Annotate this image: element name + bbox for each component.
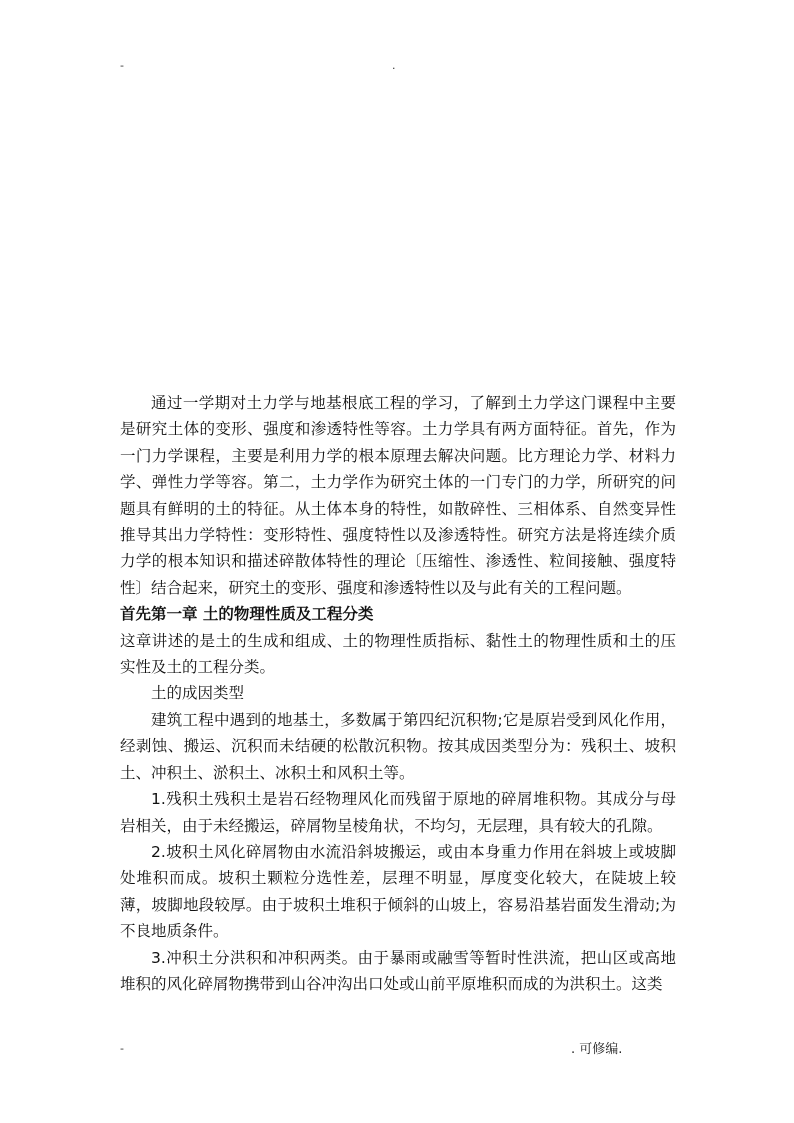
footer-editable-note: . 可修编.	[571, 1042, 623, 1057]
document-body	[120, 390, 676, 997]
intro-paragraph: 通过一学期对土力学与地基根底工程的学习，了解到土力学这门课程中主要是研究土体的变形、强度和渗透特性等容。土力学具有两方面特征。首先，作为一门力学课程，主要是利用力学的根本原理去解决问题。比方理论力学、材料力学、弹性力学等容。第二，土力学作为研究土体的一门专门的力学，所研究的问题具有鲜明的土的特征。从土体本身的特性，如散碎性、三相体系、自然变异性推导其出力学特性：变形特性、强度特性以及渗透特性。研究方法是将连续介质力学的根本知识和描述碎散体特性的理论〔压缩性、渗透性、粒间接触、强度特性〕结合起来，研究土的变形、强度和渗透特性以及与此有关的工程问题。	[120, 394, 676, 597]
chapter-intro-paragraph: 这章讲述的是土的生成和组成、土的物理性质指标、黏性土的物理性质和土的压实性及土的工程分类。	[120, 631, 676, 677]
section-title: 土的成因类型	[151, 684, 245, 703]
footer-left-mark: -	[120, 1042, 124, 1055]
header-center-mark: .	[392, 59, 396, 72]
item-2-paragraph: 2.坡积土风化碎屑物由水流沿斜坡搬运，或由本身重力作用在斜坡上或坡脚处堆积而成。坡积土颗粒分选性差，层理不明显，厚度变化较大，在陡坡上较薄，坡脚地段较厚。由于坡积土堆积于倾斜的山坡上，容易沿基岩面发生滑动;为不良地质条件。	[120, 842, 676, 941]
header-left-mark: -	[120, 59, 124, 72]
item-1-paragraph: 1.残积土残积土是岩石经物理风化而残留于原地的碎屑堆积物。其成分与母岩相关，由于未经搬运，碎屑物呈棱角状，不均匀，无层理，具有较大的孔隙。	[120, 790, 676, 835]
item-3-paragraph: 3.冲积土分洪积和冲积两类。由于暴雨或融雪等暂时性洪流，把山区或高地堆积的风化碎屑物携带到山谷冲沟出口处或山前平原堆积而成的为洪积土。这类	[120, 948, 676, 993]
section-body-paragraph: 建筑工程中遇到的地基土，多数属于第四纪沉积物;它是原岩受到风化作用，经剥蚀、搬运、沉积而未结硬的松散沉积物。按其成因类型分为：残积土、坡积土、冲积土、淤积土、冰积土和风积土等。	[120, 710, 676, 782]
chapter-heading: 首先第一章 土的物理性质及工程分类	[120, 605, 374, 624]
